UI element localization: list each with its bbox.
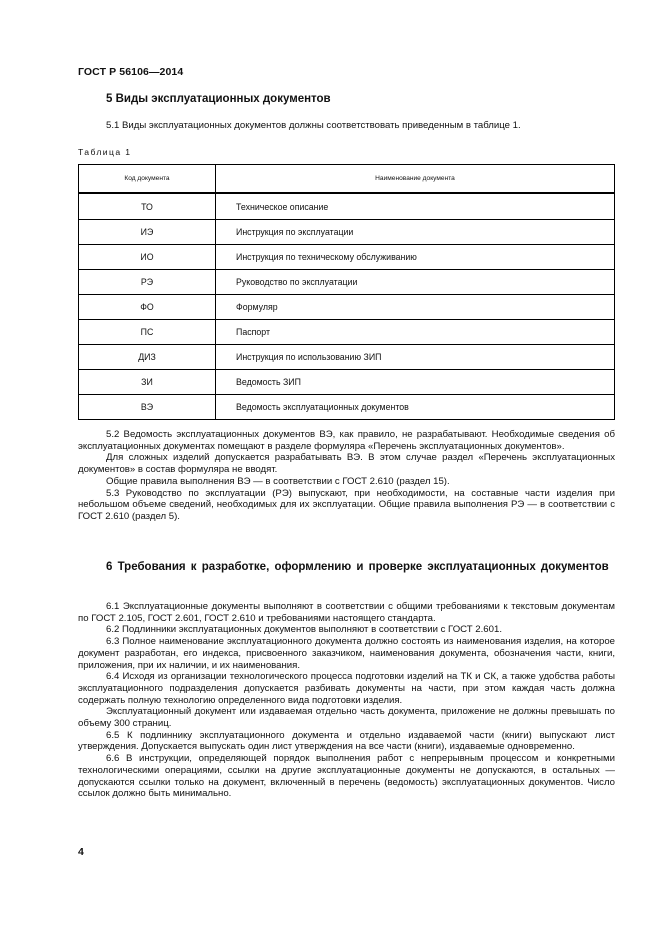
cell-code: ИО [79, 245, 216, 270]
section-6-body [78, 601, 615, 800]
cell-code: ИЭ [79, 220, 216, 245]
cell-name: Ведомость ЗИП [216, 370, 615, 395]
table-row [79, 345, 615, 370]
table-row [79, 220, 615, 245]
paragraph-5-3: 5.3 Руководство по эксплуатации (РЭ) выпускают, при необходимости, на составные части изделия при небольшом объеме сведений, необходимых для их эксплуатации. Общие правила выполнения РЭ — в соответствии с ГОСТ 2.610 (раздел 5). [78, 487, 615, 522]
paragraph-6-2: 6.2 Подлинники эксплуатационных документов выполняют в соответствии с ГОСТ 2.601. [106, 624, 502, 636]
cell-name: Ведомость эксплуатационных документов [216, 395, 615, 420]
cell-code: ПС [79, 320, 216, 345]
column-header-code: Код документа [79, 165, 216, 194]
document-types-table [78, 164, 615, 420]
column-header-name: Наименование документа [216, 165, 615, 194]
cell-code: ВЭ [79, 395, 216, 420]
paragraph-6-3: 6.3 Полное наименование эксплуатационного документа должно состоять из наименования изделия, на которое документ разработан, его индекса, присвоенного заказчиком, наименования документа, обозначения части, книги, приложения, при их наличии, и их наименования. [78, 636, 615, 671]
table-row [79, 295, 615, 320]
cell-name: Инструкция по техническому обслуживанию [216, 245, 615, 270]
cell-code: ФО [79, 295, 216, 320]
section-6-heading: 6 Требования к разработке, оформлению и проверке эксплуатационных документов [106, 561, 609, 573]
table-row [79, 320, 615, 345]
paragraph-5-2-rules: Общие правила выполнения ВЭ — в соответствии с ГОСТ 2.610 (раздел 15). [106, 475, 450, 487]
table-caption: Таблица 1 [78, 147, 132, 157]
table-row [79, 245, 615, 270]
paragraph-6-5: 6.5 К подлиннику эксплуатационного документа и отдельно издаваемой части (книги) выпускают лист утверждения. Допускается выпускать один лист утверждения на все части (книги), издаваемые одновременно. [78, 729, 615, 753]
paragraph-5-2: 5.2 Ведомость эксплуатационных документов ВЭ, как правило, не разрабатывают. Необходимые сведения об эксплуатационных документах помещают в разделе формуляра «Перечень эксплуатационных документов». [78, 429, 615, 452]
paragraph-5-2-complex: Для сложных изделий допускается разрабатывать ВЭ. В этом случае раздел «Перечень эксплуатационных документов» в состав формуляра не вводят. [78, 452, 615, 476]
table-header-row [79, 165, 615, 194]
cell-code: ТО [79, 193, 216, 220]
table-row [79, 395, 615, 420]
cell-code: ЗИ [79, 370, 216, 395]
cell-code: РЭ [79, 270, 216, 295]
paragraph-6-1: 6.1 Эксплуатационные документы выполняют в соответствии с общими требованиями к текстовым документам по ГОСТ 2.105, ГОСТ 2.601, ГОСТ 2.610 и требованиями настоящего стандарта. [78, 601, 615, 624]
table-row [79, 370, 615, 395]
cell-name: Инструкция по использованию ЗИП [216, 345, 615, 370]
paragraph-6-6: 6.6 В инструкции, определяющей порядок выполнения работ с непрерывным процессом и конкретными технологическими операциями, ссылки на другие эксплуатационные документы не допускаются, в остальных — допускаются ссылки только на документ, включенный в перечень (ведомость) эксплуатационных документов. Число ссылок должно быть минимально. [78, 753, 615, 800]
cell-name: Инструкция по эксплуатации [216, 220, 615, 245]
section-5-intro: 5.1 Виды эксплуатационных документов должны соответствовать приведенным в таблице 1. [106, 120, 521, 131]
page-number: 4 [78, 846, 84, 858]
table-row [79, 193, 615, 220]
document-header-code: ГОСТ Р 56106—2014 [78, 66, 184, 78]
cell-name: Паспорт [216, 320, 615, 345]
paragraph-6-4-volume: Эксплуатационный документ или издаваемая отдельно часть документа, приложение не должны превышать по объему 300 страниц. [78, 706, 615, 730]
cell-name: Формуляр [216, 295, 615, 320]
cell-code: ДИЗ [79, 345, 216, 370]
paragraph-6-4: 6.4 Исходя из организации технологического процесса подготовки изделий на ТК и СК, а также удобства работы эксплуатационного подразделения допускается разбивать документы на части, при этом каждая часть должна содержать полную технологию определенного вида подготовки изделия. [78, 671, 615, 706]
table-row [79, 270, 615, 295]
cell-name: Руководство по эксплуатации [216, 270, 615, 295]
section-5-body [78, 429, 615, 523]
cell-name: Техническое описание [216, 193, 615, 220]
section-5-heading: 5 Виды эксплуатационных документов [106, 93, 331, 105]
